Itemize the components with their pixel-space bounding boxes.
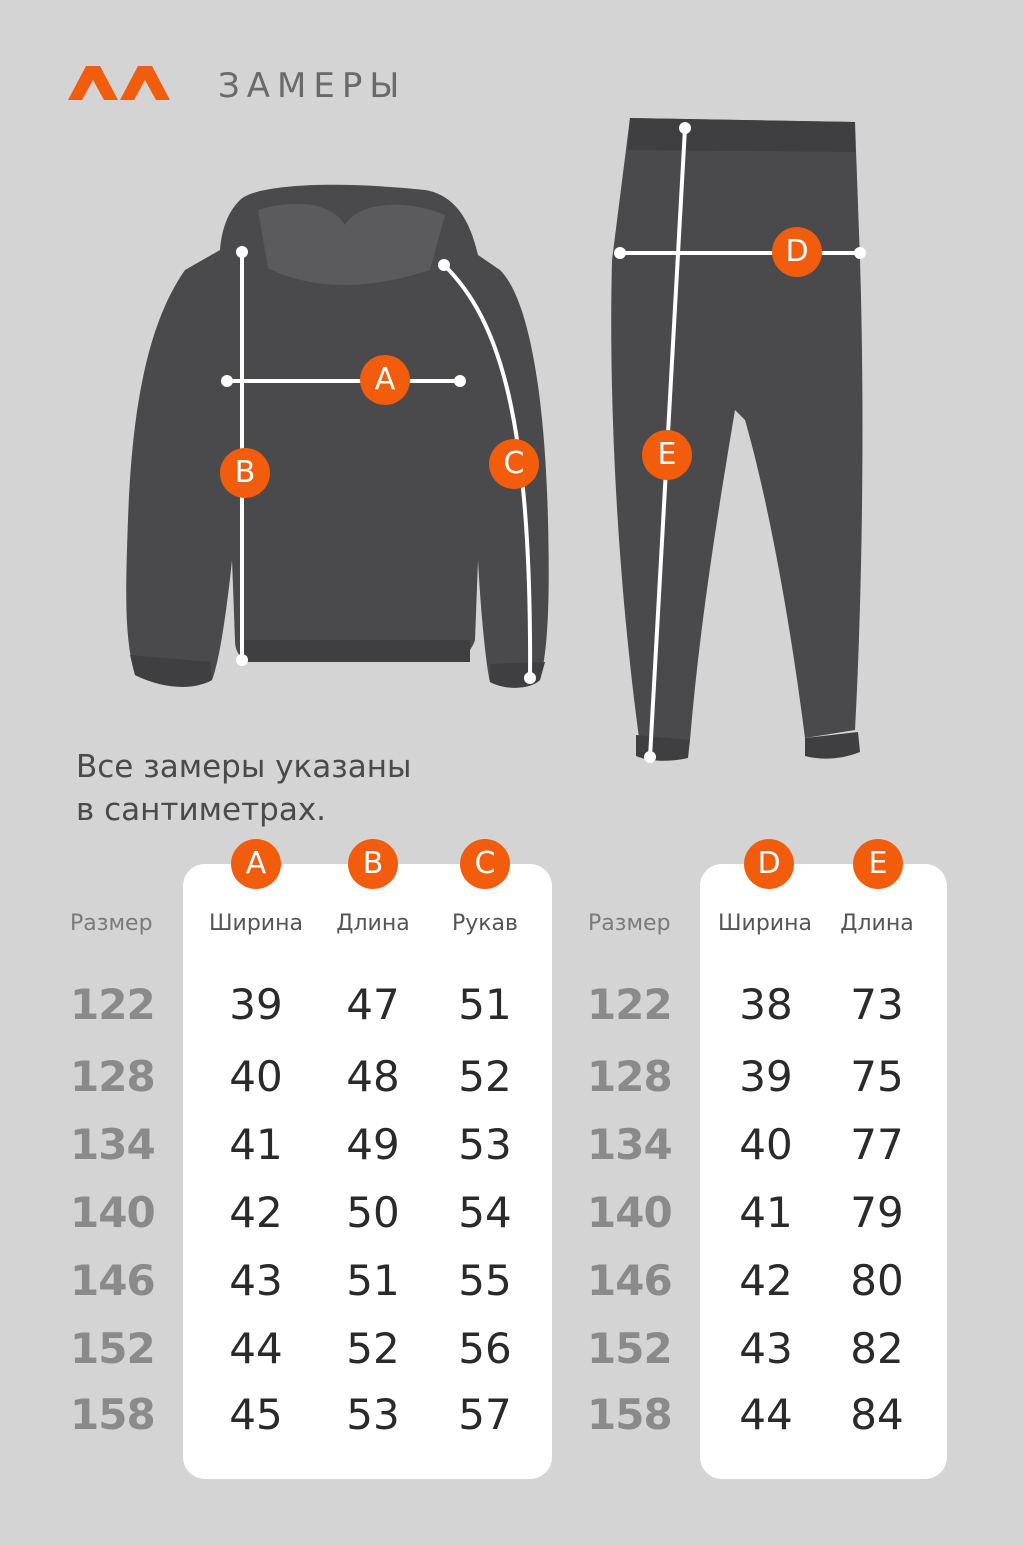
- hoodie-size-cell: 128: [70, 1052, 155, 1101]
- note-line-2: в сантиметрах.: [76, 792, 327, 828]
- hoodie-value-cell: 41: [229, 1120, 283, 1169]
- marker-b-badge: B: [220, 448, 270, 498]
- pants-size-cell: 134: [587, 1120, 672, 1169]
- pants-value-cell: 43: [739, 1324, 793, 1373]
- hoodie-size-cell: 158: [70, 1390, 155, 1439]
- hoodie-value-cell: 57: [458, 1390, 512, 1439]
- hoodie-value-cell: 51: [458, 980, 512, 1029]
- hoodie-value-cell: 40: [229, 1052, 283, 1101]
- hoodie-value-cell: 54: [458, 1188, 512, 1237]
- hoodie-value-cell: 52: [346, 1324, 400, 1373]
- hoodie-col-length-label: Длина: [336, 911, 410, 936]
- hoodie-value-cell: 47: [346, 980, 400, 1029]
- pants-value-cell: 75: [850, 1052, 904, 1101]
- hoodie-col-c-badge: C: [460, 839, 510, 889]
- hoodie-size-header: Размер: [70, 911, 153, 936]
- pants-size-cell: 122: [587, 980, 672, 1029]
- marker-c-badge: C: [489, 439, 539, 489]
- pants-value-cell: 44: [739, 1390, 793, 1439]
- marker-a-badge: A: [360, 355, 410, 405]
- hoodie-col-sleeve-label: Рукав: [451, 911, 519, 936]
- pants-size-cell: 128: [587, 1052, 672, 1101]
- hoodie-value-cell: 49: [346, 1120, 400, 1169]
- hoodie-size-cell: 140: [70, 1188, 155, 1237]
- pants-value-cell: 84: [850, 1390, 904, 1439]
- pants-value-cell: 41: [739, 1188, 793, 1237]
- hoodie-col-a-badge: A: [231, 839, 281, 889]
- hoodie-value-cell: 52: [458, 1052, 512, 1101]
- hoodie-value-cell: 55: [458, 1256, 512, 1305]
- hoodie-size-cell: 122: [70, 980, 155, 1029]
- pants-col-e-badge: E: [853, 839, 903, 889]
- pants-image: [611, 118, 862, 745]
- pants-col-length-label: Длина: [840, 911, 914, 936]
- marker-d-badge: D: [772, 227, 822, 277]
- pants-value-cell: 38: [739, 980, 793, 1029]
- hoodie-value-cell: 44: [229, 1324, 283, 1373]
- hoodie-value-cell: 48: [346, 1052, 400, 1101]
- hoodie-value-cell: 39: [229, 980, 283, 1029]
- hoodie-size-cell: 146: [70, 1256, 155, 1305]
- note-line-1: Все замеры указаны: [76, 749, 412, 785]
- marker-e-badge: E: [642, 430, 692, 480]
- pants-value-cell: 42: [739, 1256, 793, 1305]
- pants-value-cell: 73: [850, 980, 904, 1029]
- hoodie-value-cell: 51: [346, 1256, 400, 1305]
- page-title: ЗАМЕРЫ: [218, 66, 407, 106]
- hoodie-value-cell: 45: [229, 1390, 283, 1439]
- measurement-note: [76, 746, 411, 832]
- hoodie-value-cell: 50: [346, 1188, 400, 1237]
- pants-size-cell: 158: [587, 1390, 672, 1439]
- pants-value-cell: 82: [850, 1324, 904, 1373]
- pants-col-d-badge: D: [744, 839, 794, 889]
- hoodie-table-panel: [183, 864, 552, 1479]
- hoodie-col-width-label: Ширина: [209, 911, 303, 936]
- pants-size-cell: 140: [587, 1188, 672, 1237]
- hoodie-value-cell: 56: [458, 1324, 512, 1373]
- pants-value-cell: 40: [739, 1120, 793, 1169]
- hoodie-size-cell: 152: [70, 1324, 155, 1373]
- pants-table-panel: [700, 864, 947, 1479]
- pants-size-cell: 146: [587, 1256, 672, 1305]
- hoodie-value-cell: 42: [229, 1188, 283, 1237]
- pants-size-header: Размер: [588, 911, 671, 936]
- hoodie-col-b-badge: B: [348, 839, 398, 889]
- hoodie-value-cell: 43: [229, 1256, 283, 1305]
- pants-value-cell: 77: [850, 1120, 904, 1169]
- pants-size-cell: 152: [587, 1324, 672, 1373]
- pants-value-cell: 39: [739, 1052, 793, 1101]
- hoodie-value-cell: 53: [458, 1120, 512, 1169]
- pants-value-cell: 80: [850, 1256, 904, 1305]
- hoodie-value-cell: 53: [346, 1390, 400, 1439]
- hoodie-size-cell: 134: [70, 1120, 155, 1169]
- pants-value-cell: 79: [850, 1188, 904, 1237]
- pants-col-width-label: Ширина: [718, 911, 812, 936]
